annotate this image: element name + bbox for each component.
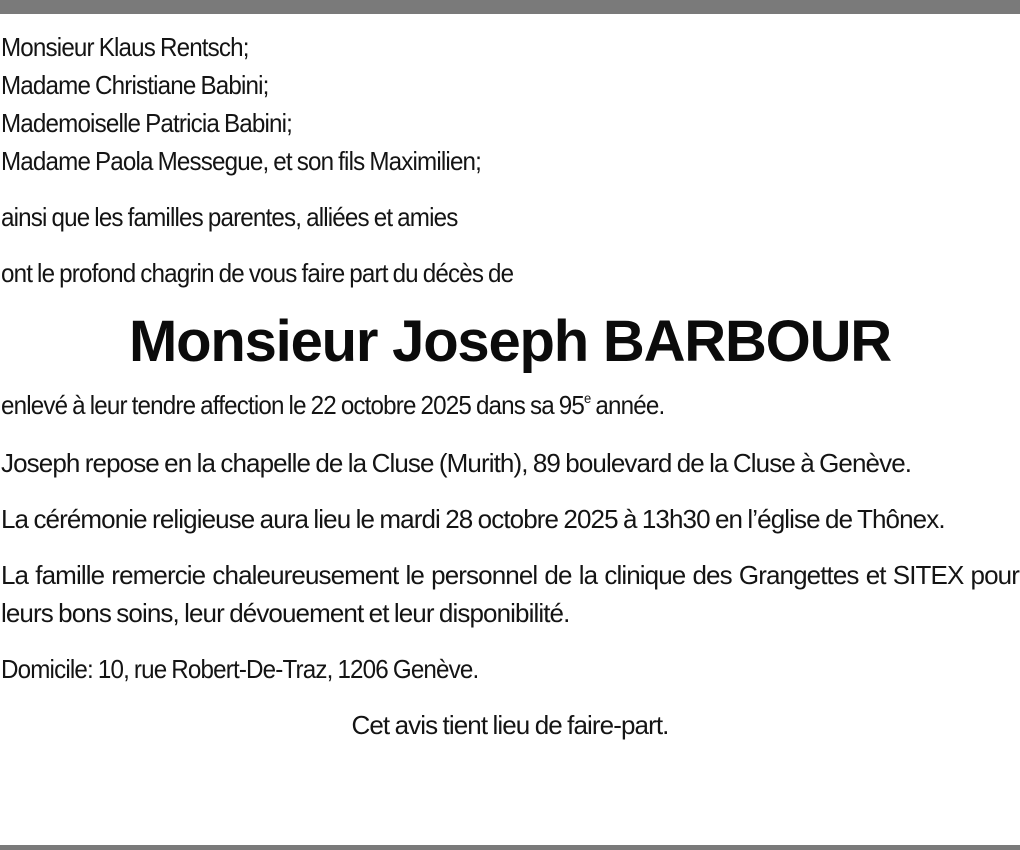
family-member: Madame Christiane Babini;	[1, 70, 269, 100]
deceased-name: Monsieur Joseph BARBOUR	[129, 309, 891, 374]
top-border-rule	[0, 0, 1020, 14]
domicile-line: Domicile: 10, rue Robert-De-Traz, 1206 Genève.	[1, 654, 479, 684]
family-member: Monsieur Klaus Rentsch;	[1, 32, 249, 62]
thanks-paragraph: La famille remercie chaleureusement le personnel de la clinique des Grangettes et SITEX pour leurs bons soins, leur dévouement et leur disponibilité.	[1, 560, 1019, 628]
death-line-text: enlevé à leur tendre affection le 22 octobre 2025 dans sa 95	[1, 390, 585, 420]
ceremony-paragraph: La cérémonie religieuse aura lieu le mardi 28 octobre 2025 à 13h30 en l’église de Thônex.	[1, 504, 945, 534]
bottom-border-rule	[0, 845, 1020, 850]
family-member: Madame Paola Messegue, et son fils Maximilien;	[1, 146, 482, 176]
closing-note: Cet avis tient lieu de faire-part.	[351, 710, 669, 740]
obituary-notice	[1, 28, 1019, 744]
announcement-line: ont le profond chagrin de vous faire part du décès de	[1, 258, 514, 288]
death-line-end: année.	[590, 390, 665, 420]
death-line	[1, 386, 948, 424]
relatives-line: ainsi que les familles parentes, alliées et amies	[1, 202, 458, 232]
family-member: Mademoiselle Patricia Babini;	[1, 108, 293, 138]
ordinal-suffix: e	[584, 390, 591, 406]
repose-paragraph: Joseph repose en la chapelle de la Cluse (Murith), 89 boulevard de la Cluse à Genève.	[1, 448, 912, 478]
family-list	[1, 28, 1019, 180]
